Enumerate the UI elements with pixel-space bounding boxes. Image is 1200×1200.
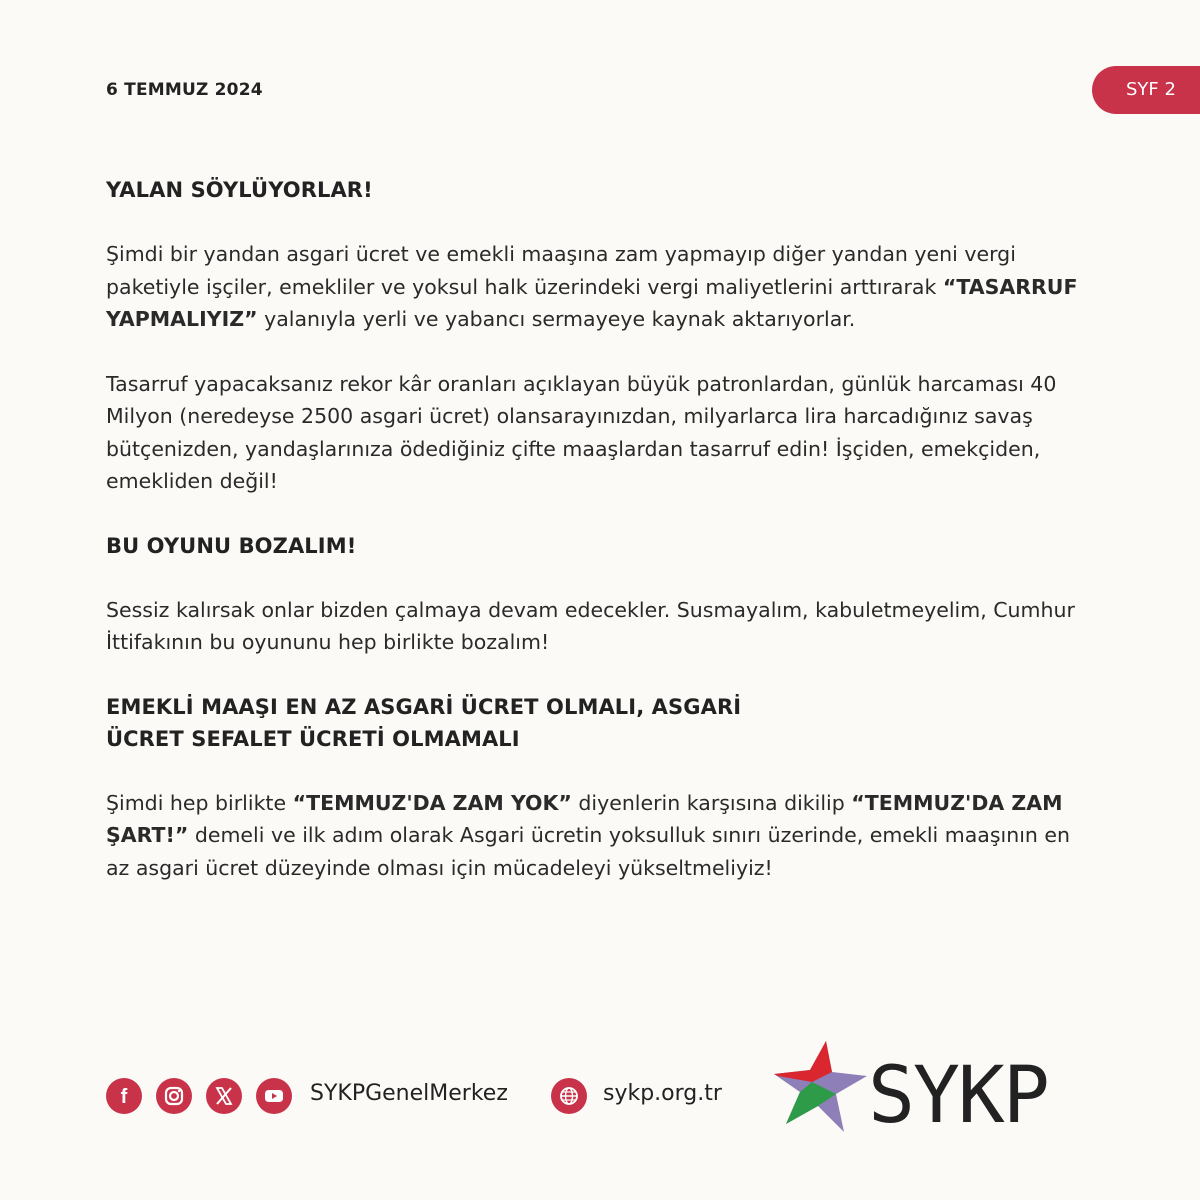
x-icon[interactable] — [206, 1078, 242, 1114]
page-badge: SYF 2 — [1092, 66, 1200, 114]
social-handle[interactable]: SYKPGenelMerkez — [310, 1081, 508, 1106]
globe-icon[interactable] — [551, 1078, 587, 1114]
paragraph-text: diyenlerin karşısına dikilip — [571, 790, 852, 815]
date: 6 TEMMUZ 2024 — [106, 80, 263, 100]
logo-text: SYKP — [868, 1051, 1048, 1141]
section-heading-lies: YALAN SÖYLÜYORLAR! — [106, 178, 373, 202]
paragraph-call-to-action — [106, 787, 1086, 885]
section-heading-pension — [106, 691, 1086, 755]
heading-line: EMEKLİ MAAŞI EN AZ ASGARİ ÜCRET OLMALI, ASGARİ — [106, 694, 742, 719]
sykp-logo — [772, 1038, 1102, 1148]
paragraph-text: Şimdi bir yandan asgari ücret ve emekli maaşına zam yapmayıp diğer yandan yeni vergi paketiyle işçiler, emekliler ve yoksul halk üzerindeki vergi maliyetlerini arttırarak — [106, 242, 1016, 299]
article-body — [106, 172, 1086, 884]
svg-text:f: f — [120, 1086, 128, 1108]
paragraph-tax-package — [106, 238, 1086, 336]
heading-line: ÜCRET SEFALET ÜCRETİ OLMAMALI — [106, 726, 520, 751]
bold-quote: “TEMMUZ'DA ZAM YOK” — [292, 790, 572, 815]
paragraph-silence: Sessiz kalırsak onlar bizden çalmaya devam edecekler. Susmayalım, kabuletmeyelim, Cumhur İttifakının bu oyununu hep birlikte bozalım! — [106, 597, 1075, 654]
paragraph-savings: Tasarruf yapacaksanız rekor kâr oranları açıklayan büyük patronlardan, günlük harcaması 40 Milyon (neredeyse 2500 asgari ücret) olansarayınızdan, milyarlarca lira harcadığınız savaş bütçenizden, yandaşlarınıza ödediğiniz çifte maaşlardan tasarruf edin! İşçiden, emekçiden, emekliden değil! — [106, 371, 1057, 493]
star-logo-icon — [772, 1038, 872, 1138]
website-link[interactable]: sykp.org.tr — [603, 1081, 722, 1106]
bold-quote: “TASARRUF YAPMALIYIZ” — [106, 274, 1078, 331]
facebook-icon[interactable] — [106, 1078, 142, 1114]
instagram-icon[interactable] — [156, 1078, 192, 1114]
section-heading-break-game: BU OYUNU BOZALIM! — [106, 533, 357, 558]
youtube-icon[interactable] — [256, 1078, 292, 1114]
bold-quote: “TEMMUZ'DA ZAM ŞART!” — [106, 790, 1063, 847]
paragraph-text: demeli ve ilk adım olarak Asgari ücretin yoksulluk sınırı üzerinde, emekli maaşının en az asgari ücret düzeyinde olması için mücadeleyi yükseltmeliyiz! — [106, 823, 1071, 880]
paragraph-text: yalanıyla yerli ve yabancı sermayeye kaynak aktarıyorlar. — [257, 307, 856, 331]
paragraph-text: Şimdi hep birlikte — [106, 790, 293, 815]
